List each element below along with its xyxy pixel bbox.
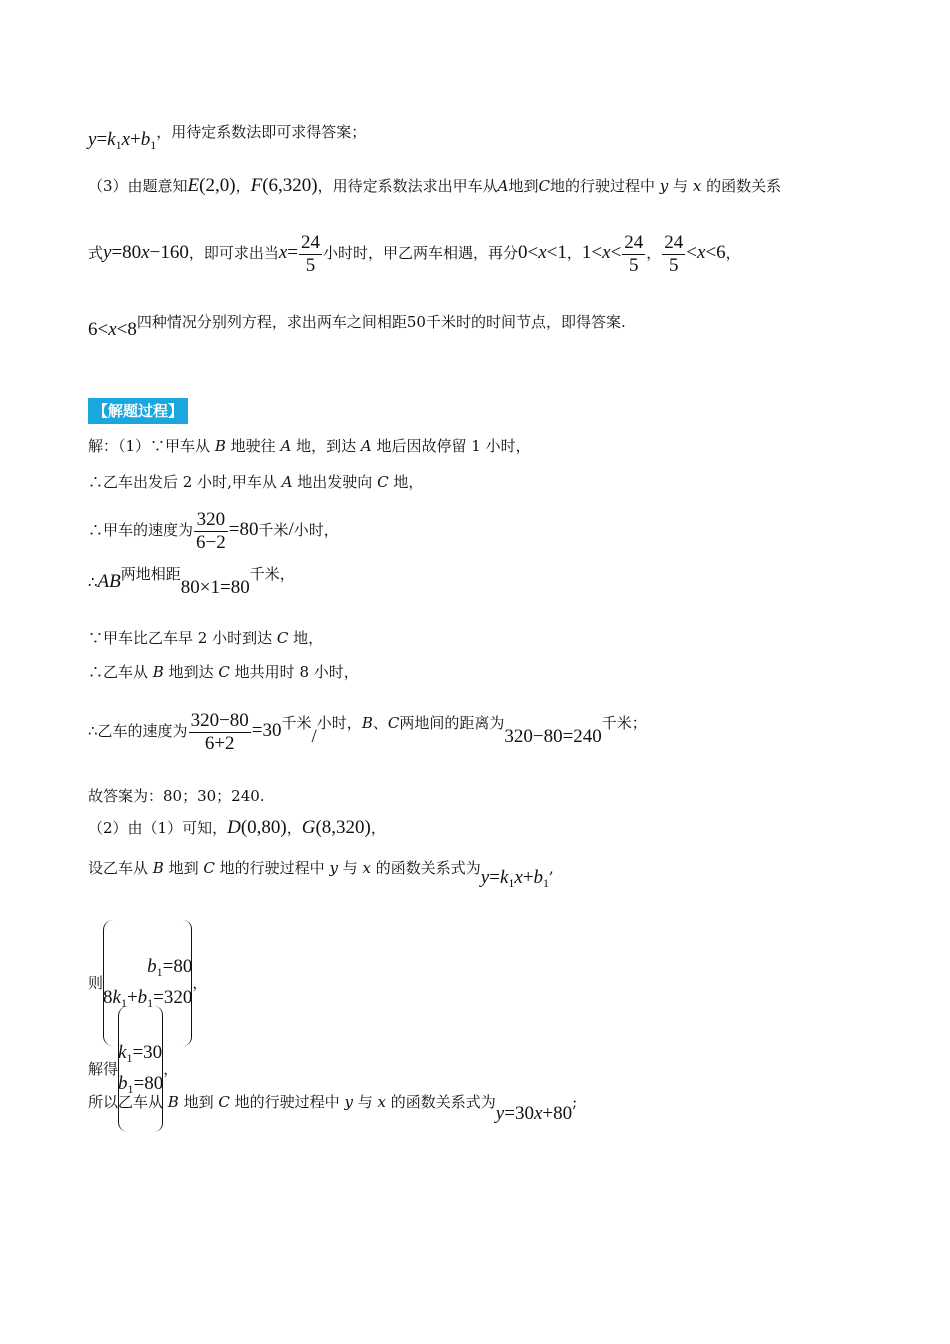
analysis-line-2: （3）由题意知E(2,0)，F(6,320)，用待定系数法求出甲车从A地到C地的行驶过程中 y 与 x 的函数关系: [88, 175, 782, 196]
solution-line-11: 则 $b_1=80$ $8k_1+b_1=320$ ，: [88, 922, 207, 1044]
solution-line-3: ∴甲车的速度为 $\frac{320}{6-2}$ =80千米/小时，: [88, 508, 339, 553]
solution-line-6: ∴乙车从 B 地到达 C 地共用时 8 小时，: [88, 663, 359, 681]
solution-line-5: ∵甲车比乙车早 2 小时到达 C 地，: [88, 629, 324, 647]
solution-badge: 【解题过程】: [88, 398, 188, 424]
analysis-line-3: 式y=80x−160，即可求出当x= $\frac{24}{5}$ 小时时，甲乙两车相遇，再分0<x<1，1<x< $\frac{24}{5}$ ， $\frac{24}{5}$ <x<6，: [88, 231, 741, 276]
solution-line-10: 设乙车从 B 地到 C 地的行驶过程中 y 与 x 的函数关系式为$y=k_1x+b_1$,: [88, 859, 554, 890]
analysis-line-4: 6<x<8四种情况分别列方程，求出两车之间相距50千米时的时间节点，即得答案.: [88, 313, 626, 340]
solution-line-12: 解得 $k_1=30$ $b_1=80$ ，: [88, 1008, 178, 1130]
solution-line-1: 解：（1）∵甲车从 B 地驶往 A 地，到达 A 地后因故停留 1 小时，: [88, 437, 531, 455]
analysis-line-1: $y=k_1x+b_1$，用待定系数法即可求得答案；: [88, 123, 367, 152]
solution-line-13: 所以乙车从 B 地到 C 地的行驶过程中 y 与 x 的函数关系式为y=30x+80;: [88, 1093, 578, 1124]
solution-line-8: 故答案为：80；30；240.: [88, 787, 265, 805]
solution-line-7: ∴乙车的速度为 $\frac{320-80}{6+2}$ =30千米/小时，B、C两地间的距离为320−80=240千米；: [88, 709, 647, 754]
equation-system-1: $b_1=80$ $8k_1+b_1=320$: [103, 922, 192, 1044]
solution-line-9: （2）由（1）可知，D(0,80)，G(8,320)，: [88, 817, 386, 838]
solution-line-4: ∴AB两地相距80×1=80千米，: [88, 565, 295, 598]
solution-line-2: ∴乙车出发后 2 小时,甲车从 A 地出发驶向 C 地，: [88, 473, 424, 491]
equation-system-2: $k_1=30$ $b_1=80$: [118, 1008, 163, 1130]
